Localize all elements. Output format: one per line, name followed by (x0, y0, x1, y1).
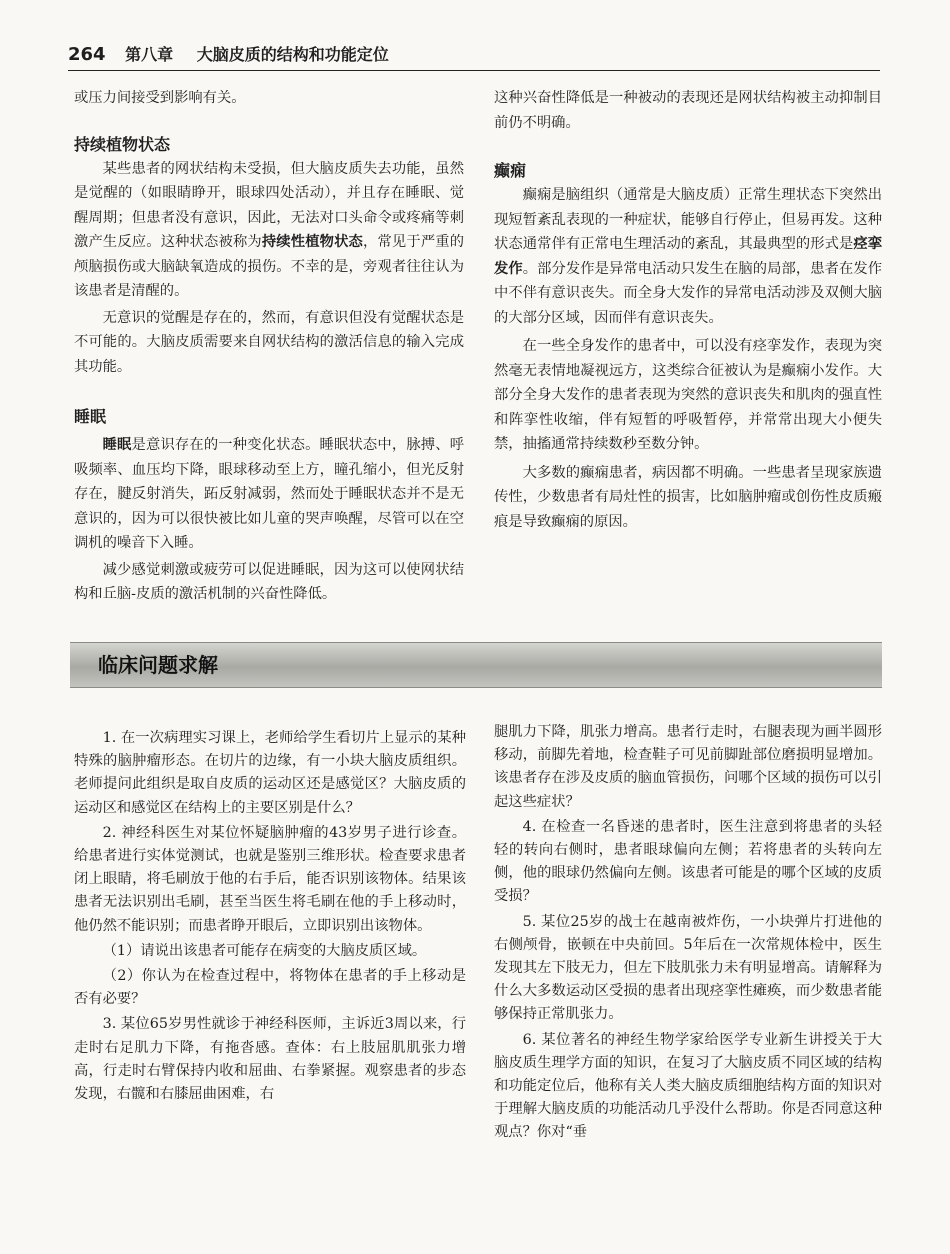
paragraph: 这种兴奋性降低是一种被动的表现还是网状结构被主动抑制目前仍不明确。 (494, 90, 882, 131)
paragraph: 某些患者的网状结构未受损，但大脑皮质失去功能，虽然是觉醒的（如眼睛睁开，眼球四处活动），并且存在睡眠、觉醒周期；但患者没有意识，因此，无法对口头命令或疼痛等刺激产生反应。这种状态被称为持续性植物状态，常见于严重的颅脑损伤或大脑缺氧造成的损伤。不幸的是，旁观者往往认为该患者是清醒的。 (74, 160, 465, 299)
question-2-part-1: （1）请说出该患者可能存在病变的大脑皮质区域。 (102, 942, 427, 959)
question-1: 1. 在一次病理实习课上，老师给学生看切片上显示的某种特殊的脑肿瘤形态。在切片的边缘，有一小块大脑皮质组织。老师提问此组织是取自皮质的运动区还是感觉区？大脑皮质的运动区和感觉区在结构上的主要区别是什么？ (74, 730, 466, 816)
question-3: 3. 某位65岁男性就诊于神经科医师，主诉近3周以来，行走时右足肌力下降，有拖沓感。查体：右上肢屈肌肌张力增高，行走时右臂保持内收和屈曲、右拳紧握。观察患者的步态发现，右髋和右膝屈曲困难，右 (74, 1016, 466, 1103)
paragraph: 或压力间接受到影响有关。 (74, 90, 246, 106)
section-heading: 睡眠 (74, 407, 107, 426)
paragraph: 大多数的癫痫患者，病因都不明确。一些患者呈现家族遗传性，少数患者有局灶性的损害，比如脑肿瘤或创伤性皮质瘢痕是导致癫痫的原因。 (494, 464, 882, 530)
running-header (68, 44, 880, 71)
chapter-label: 第八章 (125, 45, 174, 64)
left-column-top (74, 86, 464, 607)
question-5: 5. 某位25岁的战士在越南被炸伤，一小块弹片打进他的右侧颅骨，嵌顿在中央前回。5年后在一次常规体检中，医生发现其左下肢无力，但左下肢肌张力未有明显增高。请解释为什么大多数运动区受损的患者出现痉挛性瘫痪，而少数患者能够保持正常肌张力。 (494, 913, 882, 1023)
question-2: 2. 神经科医生对某位怀疑脑肿瘤的43岁男子进行诊查。给患者进行实体觉测试，也就是鉴别三维形状。检查要求患者闭上眼睛，将毛刷放于他的右手后，能否识别该物体。结果该患者无法识别出毛刷，甚至当医生将毛刷在他的手上移动时，他仍然不能识别；而患者睁开眼后，立即识别出该物体。 (74, 824, 466, 934)
banner-title: 临床问题求解 (98, 653, 218, 677)
question-3-continued: 腿肌力下降，肌张力增高。患者行走时，右腿表现为画半圆形移动，前脚先着地，检查鞋子可见前脚趾部位磨损明显增加。该患者存在涉及皮质的脑血管损伤，问哪个区域的损伤可以引起这些症状？ (494, 724, 882, 810)
question-2-part-2: （2）你认为在检查过程中，将物体在患者的手上移动是否有必要？ (74, 968, 466, 1008)
question-6: 6. 某位著名的神经生物学家给医学专业新生讲授关于大脑皮质生理学方面的知识，在复习了大脑皮质不同区域的结构和功能定位后，他称有关人类大脑皮质细胞结构方面的知识对于理解大脑皮质的功能活动几乎没什么帮助。你是否同意这种观点？你对“垂 (494, 1031, 882, 1141)
paragraph: 无意识的觉醒是存在的，然而，有意识但没有觉醒状态是不可能的。大脑皮质需要来自网状结构的激活信息的输入完成其功能。 (74, 309, 464, 375)
chapter-title: 大脑皮质的结构和功能定位 (196, 45, 389, 64)
page-number: 264 (68, 44, 106, 65)
clinical-problems-banner (70, 642, 882, 688)
right-column-bottom (494, 721, 882, 1145)
paragraph: 减少感觉刺激或疲劳可以促进睡眠，因为这可以使网状结构和丘脑-皮质的激活机制的兴奋性降低。 (74, 561, 464, 602)
left-column-bottom (74, 727, 466, 1106)
paragraph: 癫痫是脑组织（通常是大脑皮质）正常生理状态下突然出现短暂紊乱表现的一种症状，能够自行停止，但易再发。这种状态通常伴有正常电生理活动的紊乱，其最典型的形式是痉挛发作。部分发作是异常电活动只发生在脑的局部，患者在发作中不伴有意识丧失。而全身大发作的异常电活动涉及双侧大脑的大部分区域，因而伴有意识丧失。 (494, 187, 883, 326)
section-heading: 癫痫 (494, 161, 527, 180)
paragraph: 睡眠是意识存在的一种变化状态。睡眠状态中，脉搏、呼吸频率、血压均下降，眼球移动至上方，瞳孔缩小，但光反射存在，腱反射消失，跖反射减弱，然而处于睡眠状态并不是无意识的，因为可以很快被比如儿童的哭声唤醒，尽管可以在空调机的噪音下入睡。 (74, 437, 465, 551)
question-4: 4. 在检查一名昏迷的患者时，医生注意到将患者的头轻轻的转向右侧时，患者眼球偏向左侧；若将患者的头转向左侧，他的眼球仍然偏向左侧。该患者可能是的哪个区域的皮质受损？ (494, 818, 882, 905)
paragraph: 在一些全身发作的患者中，可以没有痉挛发作，表现为突然毫无表情地凝视远方，这类综合征被认为是癫痫小发作。大部分全身大发作的患者表现为突然的意识丧失和肌肉的强直性和阵挛性收缩，伴有短暂的呼吸暂停，并常常出现大小便失禁，抽搐通常持续数秒至数分钟。 (494, 338, 882, 452)
section-heading: 持续植物状态 (74, 134, 171, 154)
right-column-top (494, 86, 882, 534)
